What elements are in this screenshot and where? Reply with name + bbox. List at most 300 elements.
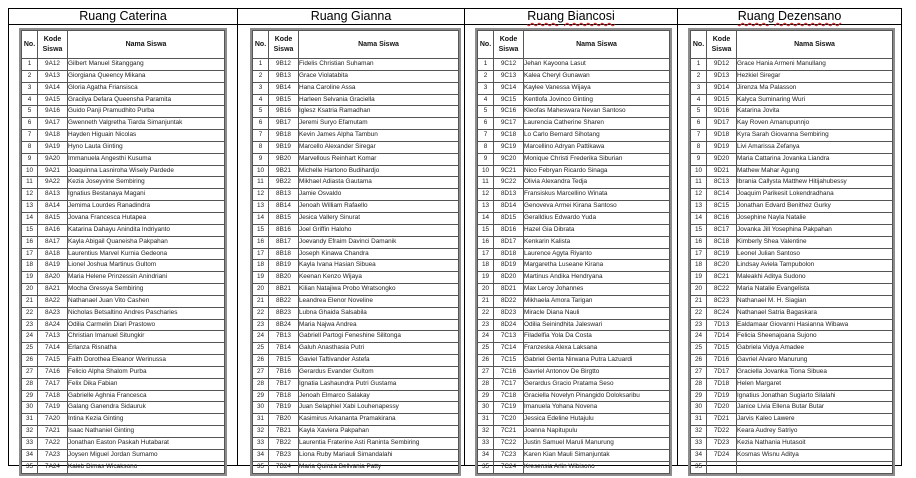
header-kode-line1: Kode (274, 35, 293, 43)
row-number: 12 (22, 189, 38, 201)
table-row (691, 248, 893, 260)
table-row (691, 449, 893, 461)
room-column (677, 9, 901, 470)
student-name: Kezia Nathania Hutasoit (737, 438, 893, 450)
student-code: 7D21 (707, 414, 737, 426)
row-number: 29 (691, 390, 707, 402)
student-code: 9B13 (269, 70, 299, 82)
student-code: 8D24 (494, 319, 524, 331)
student-code: 8B19 (269, 260, 299, 272)
table-row (691, 94, 893, 106)
header-row (253, 31, 459, 59)
table-row (478, 201, 670, 213)
student-code: 9D15 (707, 94, 737, 106)
student-code: 7D18 (707, 378, 737, 390)
row-number: 18 (253, 260, 269, 272)
student-name: Joanna Napitupulu (524, 426, 670, 438)
table-row (22, 82, 225, 94)
student-code: 9C18 (494, 130, 524, 142)
student-code: 9B14 (269, 82, 299, 94)
row-number: 26 (253, 355, 269, 367)
student-name: Monique Christi Frederika Siburian (524, 153, 670, 165)
row-number: 14 (22, 212, 38, 224)
student-name: Ealdamaar Giovanni Hasianna Wibawa (737, 319, 893, 331)
row-number: 17 (691, 248, 707, 260)
header-kode-line1: Kode (712, 35, 731, 43)
row-number: 5 (253, 106, 269, 118)
student-name: Leonel Julian Santoso (737, 248, 893, 260)
row-number: 25 (478, 343, 494, 355)
student-name: Jesica Vallery Sinurat (299, 212, 459, 224)
student-code: 7B15 (269, 355, 299, 367)
student-code: 8B15 (269, 212, 299, 224)
student-name: Joysen Miguel Jordan Sumamo (68, 449, 225, 461)
student-name: Hazel Gia Dibrata (524, 224, 670, 236)
student-name: Ignatius Jonathan Sugiarto Silalahi (737, 390, 893, 402)
row-number: 21 (22, 295, 38, 307)
row-number: 8 (478, 141, 494, 153)
student-code (707, 461, 737, 473)
student-code: 8A17 (38, 236, 68, 248)
table-row (253, 449, 459, 461)
row-number: 1 (253, 59, 269, 71)
student-code: 7A23 (38, 449, 68, 461)
table-row (691, 402, 893, 414)
student-name: Justin Samuel Maruli Manurung (524, 438, 670, 450)
table-row (478, 390, 670, 402)
table-row (691, 366, 893, 378)
table-row (691, 272, 893, 284)
table-row (22, 212, 225, 224)
student-name: Jessica Edeline Hutajulu (524, 414, 670, 426)
student-code: 9D17 (707, 118, 737, 130)
student-code: 9D19 (707, 141, 737, 153)
row-number: 32 (253, 426, 269, 438)
row-number: 24 (253, 331, 269, 343)
table-row (22, 272, 225, 284)
student-code: 8C13 (707, 177, 737, 189)
row-number: 15 (478, 224, 494, 236)
row-number: 33 (478, 438, 494, 450)
student-code: 8B22 (269, 295, 299, 307)
header-no: No. (478, 31, 494, 59)
table-row (478, 59, 670, 71)
room-title: Ruang Biancosi (465, 9, 677, 25)
header-kode-line2: Siswa (711, 45, 732, 53)
student-code: 7C16 (494, 366, 524, 378)
row-number: 13 (478, 201, 494, 213)
student-code: 7C23 (494, 449, 524, 461)
student-code: 9A16 (38, 106, 68, 118)
room-column (237, 9, 464, 470)
row-number: 13 (22, 201, 38, 213)
table-row (478, 236, 670, 248)
student-code: 9A15 (38, 94, 68, 106)
student-name: Margaretha Luseane Kirana (524, 260, 670, 272)
row-number: 28 (22, 378, 38, 390)
student-name: Jirenza Ma Palasson (737, 82, 893, 94)
header-row (478, 31, 670, 59)
student-code: 8D14 (494, 201, 524, 213)
row-number: 12 (478, 189, 494, 201)
student-name: Laurentius Marvel Kurnia Gedeona (68, 248, 225, 260)
row-number: 30 (22, 402, 38, 414)
student-name: Hezkiel Siregar (737, 70, 893, 82)
student-code: 8A14 (38, 201, 68, 213)
student-name: Jemima Lourdes Ranadindra (68, 201, 225, 213)
student-code: 9B20 (269, 153, 299, 165)
table-row (253, 118, 459, 130)
row-number: 17 (253, 248, 269, 260)
table-row (22, 70, 225, 82)
row-number: 31 (691, 414, 707, 426)
student-name: Lindsay Aviela Tampubolon (737, 260, 893, 272)
row-number: 1 (691, 59, 707, 71)
student-name: Livi Amarissa Zefanya (737, 141, 893, 153)
student-code: 7C21 (494, 426, 524, 438)
student-name: Odilia Seinindhita Jaleswari (524, 319, 670, 331)
table-row (22, 390, 225, 402)
student-name: Maria Helene Prinzessin Anindriani (68, 272, 225, 284)
row-number: 22 (22, 307, 38, 319)
table-row (478, 307, 670, 319)
student-name: Olivia Alexandra Tedja (524, 177, 670, 189)
table-row (478, 189, 670, 201)
student-name: Gabriell Partogi Feneshine Silitonga (299, 331, 459, 343)
student-code: 9A13 (38, 70, 68, 82)
student-name: Grace Violatabita (299, 70, 459, 82)
student-name: Jeremi Suryo Efamutam (299, 118, 459, 130)
student-code: 9A22 (38, 177, 68, 189)
student-code: 9B19 (269, 141, 299, 153)
header-nama-siswa: Nama Siswa (68, 31, 225, 59)
student-code: 8B20 (269, 272, 299, 284)
table-row (478, 319, 670, 331)
student-code: 7B20 (269, 414, 299, 426)
row-number: 4 (691, 94, 707, 106)
student-code: 9C14 (494, 82, 524, 94)
student-code: 7D13 (707, 319, 737, 331)
student-code: 9B21 (269, 165, 299, 177)
table-row (691, 236, 893, 248)
student-name: Gerardus Gracio Pratama Seso (524, 378, 670, 390)
student-name: Kosmas Wisnu Aditya (737, 449, 893, 461)
student-code: 9B17 (269, 118, 299, 130)
student-code: 7D16 (707, 355, 737, 367)
table-row (22, 449, 225, 461)
row-number: 26 (478, 355, 494, 367)
table-row (253, 438, 459, 450)
student-name: Jovana Francesca Hutapea (68, 212, 225, 224)
row-number: 33 (253, 438, 269, 450)
student-code: 8A23 (38, 307, 68, 319)
student-code: 8B23 (269, 307, 299, 319)
row-number: 14 (478, 212, 494, 224)
student-name: Kasimirus Arkananta Pramakirana (299, 414, 459, 426)
row-number: 32 (478, 426, 494, 438)
room-assignment-table (8, 8, 902, 470)
table-row (22, 307, 225, 319)
student-code: 9D13 (707, 70, 737, 82)
table-row (22, 141, 225, 153)
table-row (22, 236, 225, 248)
row-number: 20 (253, 284, 269, 296)
table-row (253, 70, 459, 82)
table-row (253, 189, 459, 201)
student-name: Keara Audrey Satriyo (737, 426, 893, 438)
row-number: 24 (22, 331, 38, 343)
table-row (22, 165, 225, 177)
table-row (253, 307, 459, 319)
student-name: Kaleb Dimas Wicaksono (68, 461, 225, 473)
student-code: 8C22 (707, 284, 737, 296)
row-number: 25 (691, 343, 707, 355)
student-name: Martinus Andika Hendryana (524, 272, 670, 284)
student-table (477, 30, 670, 474)
student-name: Gavriel Antonov De Birgtto (524, 366, 670, 378)
table-row (478, 153, 670, 165)
table-row (22, 260, 225, 272)
student-list (688, 28, 895, 476)
student-name: Jenoah William Rafaello (299, 201, 459, 213)
table-row (22, 355, 225, 367)
row-number: 23 (691, 319, 707, 331)
student-code: 7B21 (269, 426, 299, 438)
table-row (253, 414, 459, 426)
table-row (253, 355, 459, 367)
row-number: 8 (22, 141, 38, 153)
row-number: 29 (22, 390, 38, 402)
student-name: Felicio Alpha Shalom Purba (68, 366, 225, 378)
student-name: Iglesz Ksatria Ramadhan (299, 106, 459, 118)
table-row (478, 272, 670, 284)
table-row (691, 212, 893, 224)
student-table (21, 30, 225, 474)
row-number: 13 (253, 201, 269, 213)
row-number: 31 (478, 414, 494, 426)
table-row (478, 461, 670, 473)
table-row (691, 378, 893, 390)
row-number: 15 (253, 224, 269, 236)
header-kode-siswa (707, 31, 737, 59)
student-code: 7C22 (494, 438, 524, 450)
table-row (22, 248, 225, 260)
header-nama-siswa: Nama Siswa (524, 31, 670, 59)
student-name: Felix Dika Fabian (68, 378, 225, 390)
student-code: 7C13 (494, 331, 524, 343)
student-name: Max Leroy Johannes (524, 284, 670, 296)
table-row (253, 366, 459, 378)
student-name: Ignatius Bestanaya Magani (68, 189, 225, 201)
row-number: 3 (22, 82, 38, 94)
student-name: Joel Griffin Haloho (299, 224, 459, 236)
header-row (691, 31, 893, 59)
room-title: Ruang Dezensano (678, 9, 901, 25)
table-row (253, 390, 459, 402)
student-name: Gavriel Alvaro Manurung (737, 355, 893, 367)
row-number: 15 (22, 224, 38, 236)
table-row (691, 118, 893, 130)
student-name: Hyno Lauta Ginting (68, 141, 225, 153)
student-code: 8D13 (494, 189, 524, 201)
student-name: Leandrea Elenor Noveline (299, 295, 459, 307)
student-name: Nathanael Satria Bagaskara (737, 307, 893, 319)
row-number: 7 (691, 130, 707, 142)
student-name: Laurencia Catherine Sharen (524, 118, 670, 130)
row-number: 16 (253, 236, 269, 248)
student-name: Kilian Natajiwa Probo Wratsongko (299, 284, 459, 296)
student-code: 8C21 (707, 272, 737, 284)
row-number: 35 (478, 461, 494, 473)
student-name: Jamie Osvaldo (299, 189, 459, 201)
student-name: Mathew Mahar Agung (737, 165, 893, 177)
student-code: 7B23 (269, 449, 299, 461)
row-number: 22 (478, 307, 494, 319)
student-name: Jonathan Easton Paskah Hutabarat (68, 438, 225, 450)
student-code: 8A13 (38, 189, 68, 201)
row-number: 18 (22, 260, 38, 272)
header-kode-line1: Kode (499, 35, 518, 43)
student-code: 7C18 (494, 390, 524, 402)
header-kode-siswa (269, 31, 299, 59)
row-number: 11 (253, 177, 269, 189)
table-row (253, 224, 459, 236)
row-number: 35 (22, 461, 38, 473)
student-name: Miracle Diana Nauli (524, 307, 670, 319)
student-code: 9A14 (38, 82, 68, 94)
table-row (691, 59, 893, 71)
row-number: 19 (478, 272, 494, 284)
table-row (478, 343, 670, 355)
student-name: Galang Ganendra Sidauruk (68, 402, 225, 414)
student-name: Kalyca Suminaring Wuri (737, 94, 893, 106)
row-number: 5 (22, 106, 38, 118)
student-name: Kresensia Arlin Wibisono (524, 461, 670, 473)
room-column (464, 9, 677, 470)
student-name: Jovanka Jill Yosephina Pakpahan (737, 224, 893, 236)
table-row (478, 141, 670, 153)
row-number: 5 (691, 106, 707, 118)
student-code: 8C19 (707, 248, 737, 260)
student-code: 8D22 (494, 295, 524, 307)
table-row (22, 438, 225, 450)
student-code: 9C13 (494, 70, 524, 82)
table-row (478, 106, 670, 118)
student-name: Karen Kian Mauli Simanjuntak (524, 449, 670, 461)
student-code: 8C24 (707, 307, 737, 319)
student-name: Laurentia Fraterine Asti Raninta Sembiring (299, 438, 459, 450)
row-number: 18 (691, 260, 707, 272)
table-row (691, 130, 893, 142)
student-name: Isaac Nathaniel Ginting (68, 426, 225, 438)
table-row (691, 331, 893, 343)
row-number: 26 (22, 355, 38, 367)
student-name: Lubna Ghaida Salsabila (299, 307, 459, 319)
student-name: Katarina Jovita (737, 106, 893, 118)
student-code: 9C22 (494, 177, 524, 189)
row-number: 24 (691, 331, 707, 343)
row-number: 31 (22, 414, 38, 426)
student-name: Kimberly Shea Valentine (737, 236, 893, 248)
table-row (253, 272, 459, 284)
student-code: 8C16 (707, 212, 737, 224)
student-name: Jehan Kayoona Lasut (524, 59, 670, 71)
header-kode-siswa (494, 31, 524, 59)
table-row (22, 201, 225, 213)
student-name: Laurence Agyta Riyanto (524, 248, 670, 260)
row-number: 11 (691, 177, 707, 189)
student-name: Faith Dorothea Eleanor Werinussa (68, 355, 225, 367)
student-code: 8A19 (38, 260, 68, 272)
row-number: 16 (22, 236, 38, 248)
student-name: Mikhaela Amora Tarigan (524, 295, 670, 307)
student-name: Gabriel Genta Nirwana Putra Lazuardi (524, 355, 670, 367)
student-name: Kentlofa Jovinco Ginting (524, 94, 670, 106)
student-name: Liona Ruby Mariauli Simandalahi (299, 449, 459, 461)
table-row (478, 94, 670, 106)
table-row (22, 295, 225, 307)
header-kode-line2: Siswa (42, 45, 63, 53)
student-name: Immanuela Angesthi Kusuma (68, 153, 225, 165)
student-code: 8D19 (494, 260, 524, 272)
student-name: Gabrielle Aghnia Francesca (68, 390, 225, 402)
student-code: 8A21 (38, 284, 68, 296)
header-nama-siswa: Nama Siswa (737, 31, 893, 59)
table-row (478, 378, 670, 390)
student-code: 7D17 (707, 366, 737, 378)
student-code: 8A20 (38, 272, 68, 284)
table-row (478, 284, 670, 296)
student-name: Keenan Kenzo Wijaya (299, 272, 459, 284)
student-name: Franzeska Alexa Laksana (524, 343, 670, 355)
table-row (691, 461, 893, 473)
student-code: 7D22 (707, 426, 737, 438)
student-code: 9A17 (38, 118, 68, 130)
student-code: 7C24 (494, 461, 524, 473)
row-number: 19 (253, 272, 269, 284)
row-number: 34 (22, 449, 38, 461)
row-number: 33 (691, 438, 707, 450)
student-code: 9C20 (494, 153, 524, 165)
table-row (253, 319, 459, 331)
table-row (22, 153, 225, 165)
table-row (253, 177, 459, 189)
row-number: 35 (691, 461, 707, 473)
student-name: Kalea Cheryl Gunawan (524, 70, 670, 82)
table-row (478, 260, 670, 272)
table-row (22, 426, 225, 438)
row-number: 24 (478, 331, 494, 343)
student-name: Guido Panji Pramudhito Purba (68, 106, 225, 118)
row-number: 1 (22, 59, 38, 71)
table-row (691, 201, 893, 213)
student-code: 7B22 (269, 438, 299, 450)
row-number: 11 (22, 177, 38, 189)
student-code: 9D21 (707, 165, 737, 177)
header-row (22, 31, 225, 59)
student-code: 8C23 (707, 295, 737, 307)
table-row (691, 177, 893, 189)
row-number: 3 (253, 82, 269, 94)
table-row (691, 165, 893, 177)
row-number: 12 (691, 189, 707, 201)
student-name: Maria Cattarina Jovanka Liandra (737, 153, 893, 165)
row-number: 20 (691, 284, 707, 296)
student-code: 8D15 (494, 212, 524, 224)
student-name: Mocha Gressya Sembiring (68, 284, 225, 296)
table-row (253, 331, 459, 343)
table-row (691, 189, 893, 201)
